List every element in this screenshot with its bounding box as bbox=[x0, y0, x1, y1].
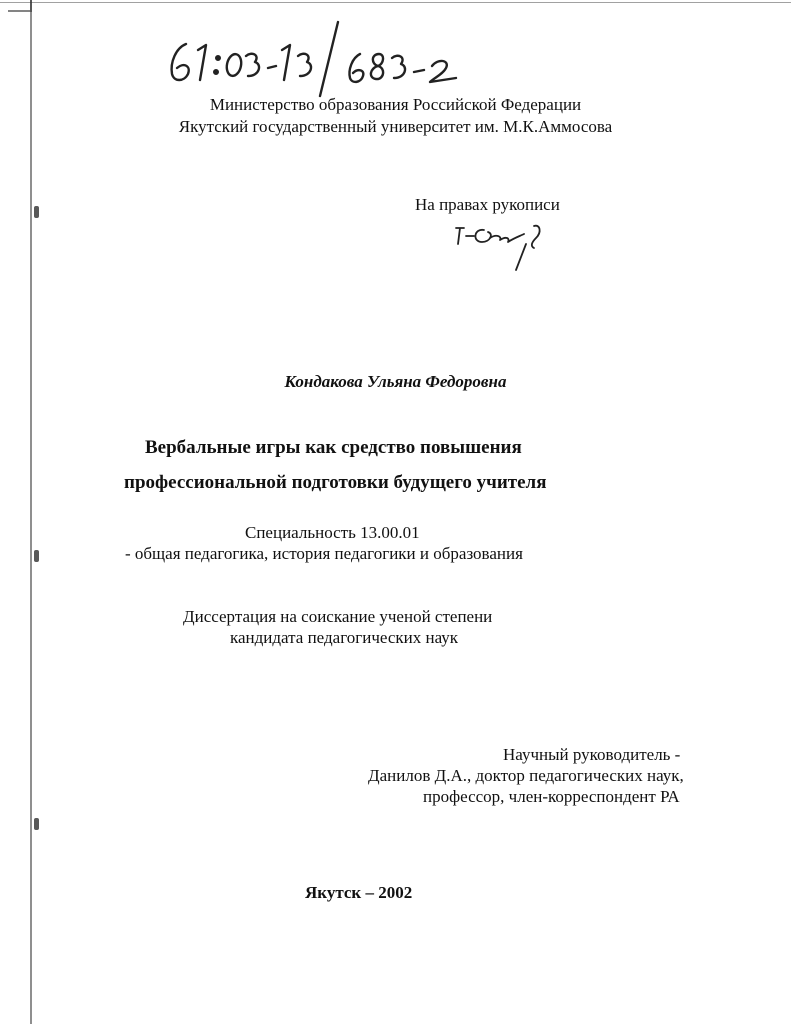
scan-edge-top bbox=[0, 2, 791, 3]
university-name: Якутский государственный университет им. М.К.Аммосова bbox=[178, 117, 613, 136]
supervisor-label: Научный руководитель - bbox=[503, 745, 681, 764]
dissertation-title-line-1: Вербальные игры как средство повышения bbox=[145, 437, 522, 458]
binding-hole-mark bbox=[34, 206, 39, 218]
city-year: Якутск – 2002 bbox=[305, 883, 413, 902]
binding-hole-mark bbox=[34, 818, 39, 830]
scan-corner-mark bbox=[8, 0, 32, 12]
rights-note: На правах рукописи bbox=[415, 195, 560, 214]
degree-line-2: кандидата педагогических наук bbox=[230, 628, 459, 647]
ministry-name: Министерство образования Российской Федерации bbox=[209, 95, 582, 114]
author-name: Кондакова Ульяна Федоровна bbox=[284, 372, 507, 391]
degree-line-1: Диссертация на соискание ученой степени bbox=[183, 607, 493, 626]
binding-hole-mark bbox=[34, 550, 39, 562]
scan-edge-left bbox=[30, 0, 32, 1024]
specialty-code: Специальность 13.00.01 bbox=[245, 523, 420, 542]
supervisor-title: профессор, член-корреспондент РА bbox=[423, 787, 680, 806]
specialty-description: - общая педагогика, история педагогики и образования bbox=[125, 544, 523, 563]
handwritten-registration-number bbox=[160, 18, 530, 98]
author-signature bbox=[450, 222, 550, 272]
dissertation-title-line-2: профессиональной подготовки будущего учителя bbox=[124, 472, 547, 493]
supervisor-name: Данилов Д.А., доктор педагогических наук, bbox=[368, 766, 684, 785]
